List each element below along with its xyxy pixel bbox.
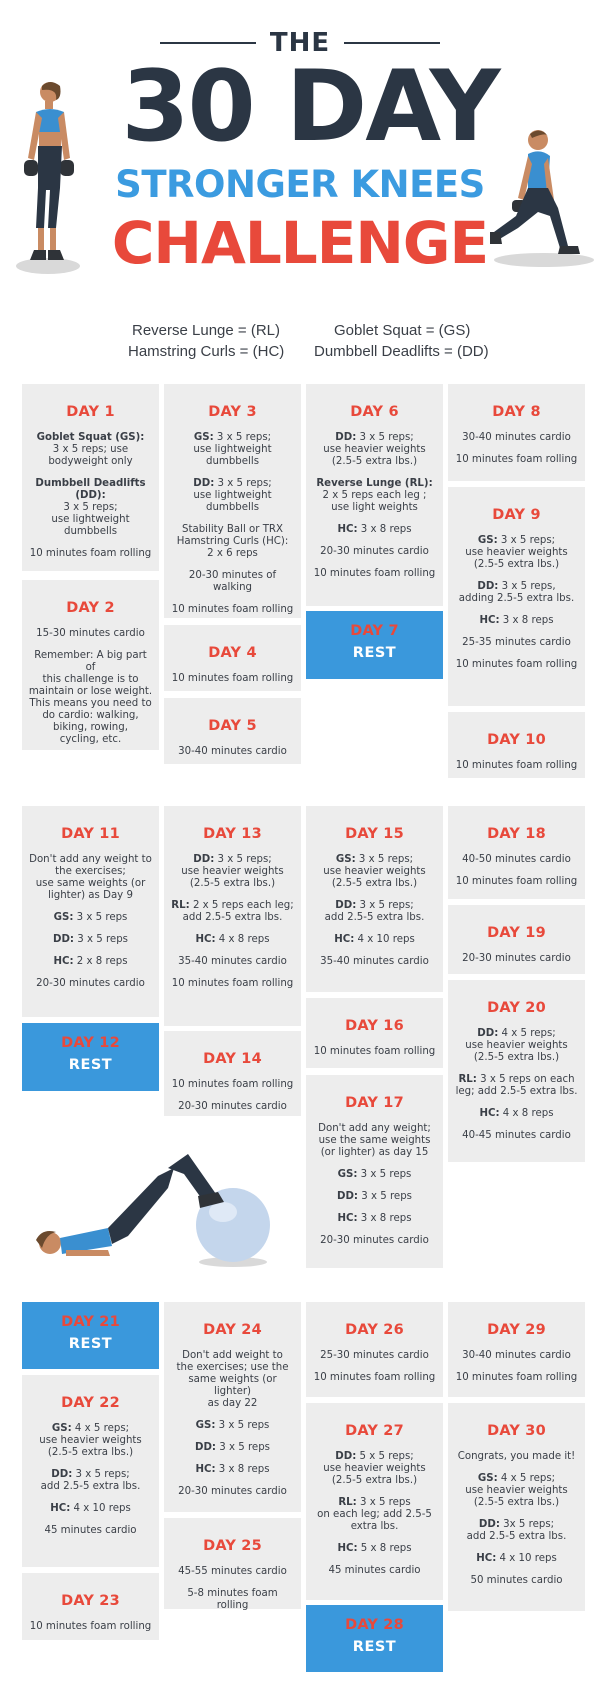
rest-label: REST — [68, 1336, 113, 1352]
day-line: 10 minutes foam rolling — [171, 604, 294, 615]
day-line: DD: 5 x 5 reps; use heavier weights (2.5-5 extra lbs.) — [323, 1451, 426, 1486]
day-title: DAY 3 — [208, 404, 257, 420]
subtitle-stronger-knees: STRONGER KNEES — [115, 163, 485, 206]
day-23-card — [22, 1573, 159, 1640]
rest-label: REST — [352, 645, 397, 661]
day-14-card — [164, 1031, 301, 1116]
day-title: DAY 26 — [345, 1322, 404, 1338]
day-9-card — [448, 487, 585, 706]
day-29-card — [448, 1302, 585, 1397]
day-line: HC: 3 x 8 reps — [337, 524, 412, 535]
day-title: DAY 8 — [492, 404, 541, 420]
day-title: DAY 4 — [208, 645, 257, 661]
day-title: DAY 14 — [203, 1051, 262, 1067]
day-line: 10 minutes foam rolling — [29, 548, 152, 559]
day-line: Don't add weight to the exercises; use the same weights (or lighter) as day 22 — [176, 1350, 289, 1409]
day-title: DAY 12 — [61, 1035, 120, 1051]
day-title: DAY 21 — [61, 1314, 120, 1330]
day-1-card — [22, 384, 159, 571]
day-27-card — [306, 1403, 443, 1600]
day-line: 10 minutes foam rolling — [313, 1046, 436, 1057]
day-line: 25-30 minutes cardio — [320, 1350, 429, 1361]
title-challenge: CHALLENGE — [111, 209, 489, 277]
day-line: GS: 4 x 5 reps; use heavier weights (2.5-5 extra lbs.) — [465, 1473, 568, 1508]
day-17-card — [306, 1075, 443, 1268]
day-title: DAY 24 — [203, 1322, 262, 1338]
day-3-card — [164, 384, 301, 618]
day-line: Dumbbell Deadlifts (DD): 3 x 5 reps; use lightweight dumbbells — [35, 478, 146, 537]
day-line: 10 minutes foam rolling — [313, 568, 436, 579]
day-line: HC: 4 x 8 reps — [195, 934, 270, 945]
day-title: DAY 5 — [208, 718, 257, 734]
day-line: DD: 3 x 5 reps — [53, 934, 128, 945]
day-24-card — [164, 1302, 301, 1512]
day-12-rest-card — [22, 1023, 159, 1091]
day-26-card — [306, 1302, 443, 1397]
day-title: DAY 13 — [203, 826, 262, 842]
legend-goblet-squat: Goblet Squat = (GS) — [334, 322, 471, 339]
day-title: DAY 25 — [203, 1538, 262, 1554]
day-line: 20-30 minutes cardio — [178, 1101, 287, 1112]
day-11-card — [22, 806, 159, 1017]
day-line: GS: 3 x 5 reps — [53, 912, 128, 923]
day-line: GS: 3 x 5 reps; use lightweight dumbbells — [193, 432, 272, 467]
day-20-card — [448, 980, 585, 1162]
day-line: HC: 4 x 10 reps — [334, 934, 415, 945]
day-title: DAY 18 — [487, 826, 546, 842]
day-line: 30-40 minutes cardio — [178, 746, 287, 757]
legend-dumbbell-deadlifts: Dumbbell Deadlifts = (DD) — [314, 343, 489, 360]
day-line: DD: 3 x 5 reps; use heavier weights (2.5-5 extra lbs.) — [323, 432, 426, 467]
divider-left — [160, 42, 256, 44]
woman-dumbbells-illustration — [12, 78, 84, 276]
day-line: DD: 3 x 5 reps; use heavier weights (2.5-5 extra lbs.) — [181, 854, 284, 889]
day-5-card — [164, 698, 301, 764]
stability-ball-bridge-illustration — [28, 1138, 278, 1268]
day-title: DAY 15 — [345, 826, 404, 842]
day-line: 20-30 minutes cardio — [36, 978, 145, 989]
day-line: DD: 3 x 5 reps — [195, 1442, 270, 1453]
day-line: GS: 3 x 5 reps; use heavier weights (2.5-5 extra lbs.) — [465, 535, 568, 570]
day-title: DAY 16 — [345, 1018, 404, 1034]
day-title: DAY 28 — [345, 1617, 404, 1633]
day-2-card — [22, 580, 159, 750]
day-line: 10 minutes foam rolling — [313, 1372, 436, 1383]
day-line: 20-30 minutes cardio — [320, 546, 429, 557]
day-line: Congrats, you made it! — [457, 1451, 576, 1462]
day-line: DD: 3 x 5 reps — [337, 1191, 412, 1202]
day-line: 10 minutes foam rolling — [29, 1621, 152, 1632]
day-title: DAY 1 — [66, 404, 115, 420]
day-4-card — [164, 625, 301, 691]
day-line: DD: 3 x 5 reps; use lightweight dumbbells — [193, 478, 272, 513]
day-line: Remember: A big part of this challenge is to maintain or lose weight. This means you need to do cardio: walking, biking, rowing, cycling, etc. — [28, 650, 153, 745]
day-title: DAY 2 — [66, 600, 115, 616]
day-line: 35-40 minutes cardio — [178, 956, 287, 967]
day-line: Don't add any weight to the exercises; use same weights (or lighter) as Day 9 — [29, 854, 152, 901]
day-line: HC: 4 x 8 reps — [479, 1108, 554, 1119]
day-line: 20-30 minutes cardio — [320, 1235, 429, 1246]
day-15-card — [306, 806, 443, 992]
day-line: 10 minutes foam rolling — [455, 1372, 578, 1383]
day-line: Don't add any weight; use the same weights (or lighter) as day 15 — [318, 1123, 431, 1158]
day-title: DAY 30 — [487, 1423, 546, 1439]
day-line: 20-30 minutes cardio — [178, 1486, 287, 1497]
day-title: DAY 11 — [61, 826, 120, 842]
day-line: HC: 3 x 8 reps — [479, 615, 554, 626]
day-6-card — [306, 384, 443, 606]
day-line: 10 minutes foam rolling — [171, 978, 294, 989]
day-line: 10 minutes foam rolling — [171, 1079, 294, 1090]
rest-label: REST — [352, 1639, 397, 1655]
day-16-card — [306, 998, 443, 1068]
day-line: 30-40 minutes cardio — [462, 1350, 571, 1361]
day-line: 15-30 minutes cardio — [36, 628, 145, 639]
rest-label: REST — [68, 1057, 113, 1073]
legend-reverse-lunge: Reverse Lunge = (RL) — [132, 322, 280, 339]
day-line: HC: 3 x 8 reps — [195, 1464, 270, 1475]
day-line: 10 minutes foam rolling — [455, 760, 578, 771]
day-line: 40-50 minutes cardio — [462, 854, 571, 865]
day-title: DAY 7 — [350, 623, 399, 639]
day-title: DAY 20 — [487, 1000, 546, 1016]
day-title: DAY 10 — [487, 732, 546, 748]
day-10-card — [448, 712, 585, 778]
day-line: HC: 4 x 10 reps — [50, 1503, 131, 1514]
day-line: HC: 4 x 10 reps — [476, 1553, 557, 1564]
day-line: DD: 3 x 5 reps, adding 2.5-5 extra lbs. — [458, 581, 575, 604]
day-title: DAY 6 — [350, 404, 399, 420]
day-line: 45 minutes cardio — [328, 1565, 421, 1576]
day-28-rest-card — [306, 1605, 443, 1672]
day-line: DD: 3x 5 reps; add 2.5-5 extra lbs. — [466, 1519, 567, 1542]
day-line: 50 minutes cardio — [470, 1575, 563, 1586]
day-line: HC: 3 x 8 reps — [337, 1213, 412, 1224]
title-30-day: 30 DAY — [121, 50, 499, 164]
day-line: 10 minutes foam rolling — [455, 876, 578, 887]
day-line: DD: 3 x 5 reps; add 2.5-5 extra lbs. — [324, 900, 425, 923]
day-25-card — [164, 1518, 301, 1609]
day-line: RL: 2 x 5 reps each leg; add 2.5-5 extra lbs. — [171, 900, 294, 923]
day-13-card — [164, 806, 301, 1026]
day-8-card — [448, 384, 585, 481]
day-line: Stability Ball or TRX Hamstring Curls (HC): 2 x 6 reps — [176, 524, 289, 559]
day-22-card — [22, 1375, 159, 1567]
day-line: RL: 3 x 5 reps on each leg; add 2.5-5 extra lbs. — [455, 1074, 578, 1097]
day-line: Reverse Lunge (RL): 2 x 5 reps each leg ; use light weights — [316, 478, 433, 513]
day-title: DAY 17 — [345, 1095, 404, 1111]
day-line: 40-45 minutes cardio — [462, 1130, 571, 1141]
woman-lunge-illustration — [488, 128, 596, 268]
day-line: GS: 3 x 5 reps — [337, 1169, 412, 1180]
day-title: DAY 9 — [492, 507, 541, 523]
day-line: 35-40 minutes cardio — [320, 956, 429, 967]
day-line: DD: 4 x 5 reps; use heavier weights (2.5-5 extra lbs.) — [465, 1028, 568, 1063]
day-title: DAY 22 — [61, 1395, 120, 1411]
day-line: 10 minutes foam rolling — [171, 673, 294, 684]
day-line: 25-35 minutes cardio — [462, 637, 571, 648]
day-line: GS: 3 x 5 reps — [195, 1420, 270, 1431]
day-title: DAY 27 — [345, 1423, 404, 1439]
day-title: DAY 19 — [487, 925, 546, 941]
day-line: Goblet Squat (GS): 3 x 5 reps; use bodyweight only — [36, 432, 145, 467]
day-19-card — [448, 905, 585, 974]
day-title: DAY 23 — [61, 1593, 120, 1609]
day-line: HC: 5 x 8 reps — [337, 1543, 412, 1554]
day-line: GS: 4 x 5 reps; use heavier weights (2.5-5 extra lbs.) — [39, 1423, 142, 1458]
day-line: HC: 2 x 8 reps — [53, 956, 128, 967]
day-line: GS: 3 x 5 reps; use heavier weights (2.5-5 extra lbs.) — [323, 854, 426, 889]
day-line: RL: 3 x 5 reps on each leg; add 2.5-5 extra lbs. — [317, 1497, 432, 1532]
day-21-rest-card — [22, 1302, 159, 1369]
day-line: 45-55 minutes cardio — [178, 1566, 287, 1577]
day-line: 10 minutes foam rolling — [455, 454, 578, 465]
day-title: DAY 29 — [487, 1322, 546, 1338]
day-30-card — [448, 1403, 585, 1611]
legend-hamstring-curls: Hamstring Curls = (HC) — [128, 343, 285, 360]
day-line: 20-30 minutes of walking — [188, 570, 277, 593]
day-line: 45 minutes cardio — [44, 1525, 137, 1536]
day-line: 20-30 minutes cardio — [462, 953, 571, 964]
title-the: THE — [269, 28, 331, 58]
day-line: 10 minutes foam rolling — [455, 659, 578, 670]
day-line: 5-8 minutes foam rolling — [187, 1588, 278, 1611]
day-line: 30-40 minutes cardio — [462, 432, 571, 443]
divider-right — [344, 42, 440, 44]
day-line: DD: 3 x 5 reps; add 2.5-5 extra lbs. — [40, 1469, 141, 1492]
day-7-rest-card — [306, 611, 443, 679]
day-18-card — [448, 806, 585, 899]
